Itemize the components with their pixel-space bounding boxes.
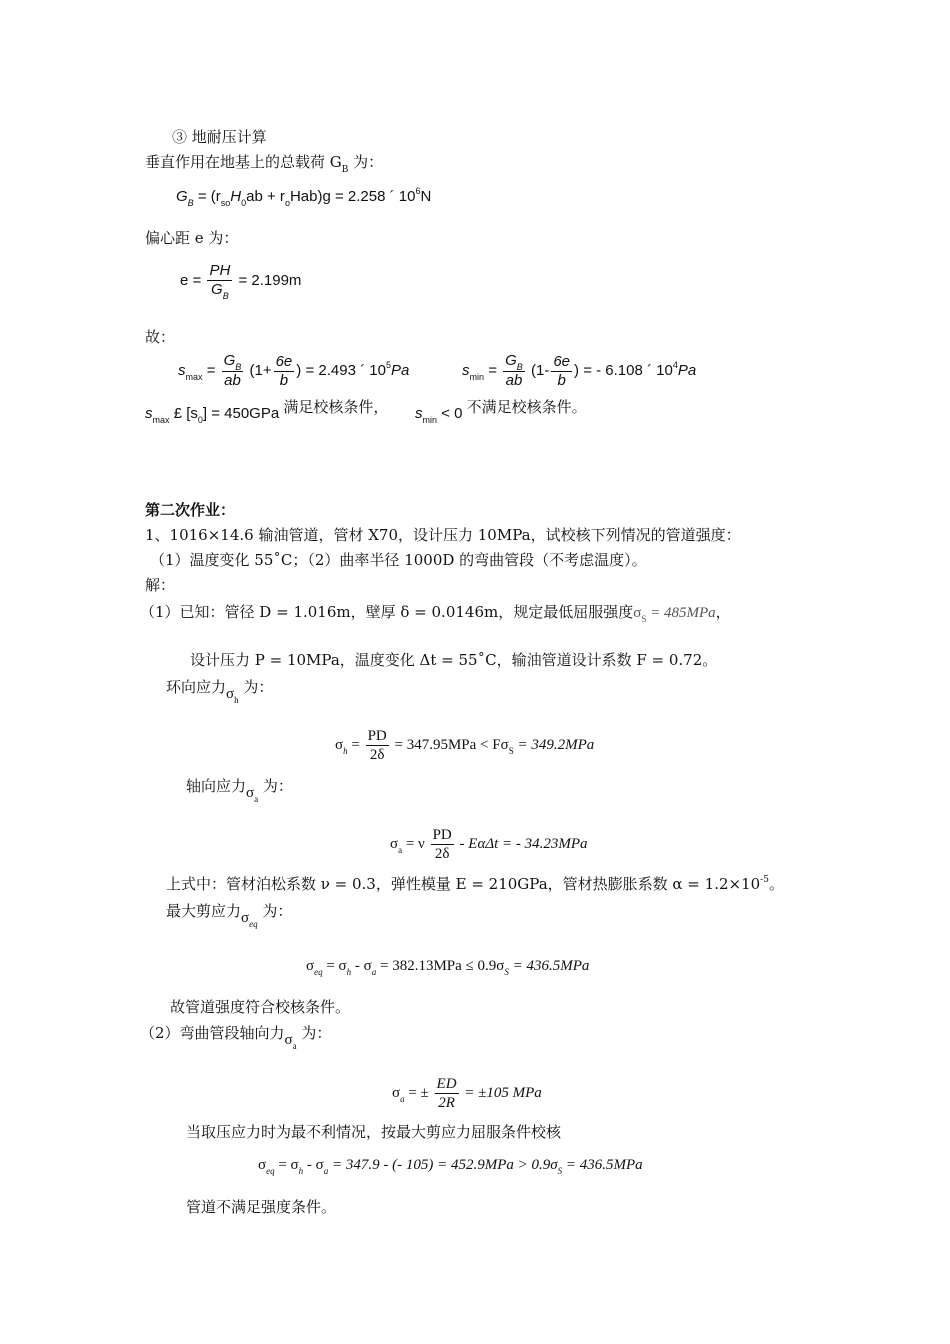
equation-shear: $\sigma_{eq} = \sigma_h - \sigma_a = 382.13MPa \le 0.9\sigma_S = 436.5MPa$	[306, 958, 590, 977]
section-heading: ③ 地耐压计算	[172, 128, 267, 146]
equation-axial: $\sigma_a = \nu$ $\frac{PD}{2\delta}$ - EαΔt = - 34.23MPa	[390, 827, 588, 862]
equation-hoop: $\sigma_h$ = $\frac{PD}{2\delta}$ = $347.95MPa < F\sigma_S = 349.2MPa$	[335, 728, 595, 763]
max-shear-label: 最大剪应力$\sigma_{eq}$ 为：	[166, 902, 293, 929]
equation-final: $\sigma_{eq} = \sigma_h - \sigma_a = 347.9$ - (- $105) = 452.9MPa > 0.9\sigma_S = 436.5MPa$	[258, 1157, 643, 1176]
equation-gb: $G_B = (r_{so}H_0ab + r_oHab)g = 2.258$ ´ $10^6N$	[176, 186, 432, 208]
known-values: （1）已知：管径 D = 1.016m，壁厚 δ = 0.0146m，规定最低屈服强度$\sigma_S = 485MPa$，	[140, 603, 731, 624]
equation-smax: $s_{max}$ = $\frac{G_B}{ab}$ (1+ $\frac{6e}{b}$ ) = 2.493 ´ $10^5Pa$	[178, 352, 410, 389]
hoop-stress-label: 环向应力$\sigma_h$ 为：	[166, 678, 274, 705]
load-intro: 垂直作用在地基上的总载荷 $G_B$ 为：	[145, 153, 384, 175]
equation-e: e = $\frac{PH}{G_B}$ = 2.199m	[180, 262, 302, 301]
conclusion-fail: 管道不满足强度条件。	[186, 1198, 337, 1216]
known-values-2: 设计压力 P = 10MPa，温度变化 Δt = 55˚C，输油管道设计系数 F = 0.72。	[190, 651, 718, 669]
question-1: 1、1016×14.6 输油管道，管材 X70，设计压力 10MPa，试校核下列情况的管道强度：	[145, 526, 741, 544]
assignment-title: 第二次作业：	[145, 501, 236, 519]
therefore-label: 故：	[145, 328, 176, 346]
axial-stress-label: 轴向应力$\sigma_a$ 为：	[186, 777, 293, 804]
equation-smin: $s_{min}$ = $\frac{G_B}{ab}$ (1- $\frac{6e}{b}$ ) = - 6.108 ´ $10^4Pa$	[462, 352, 697, 389]
solution-label: 解：	[145, 576, 176, 594]
check-smin: $s_{min} < 0$ 不满足校核条件。	[415, 398, 587, 425]
question-1-cases: （1）温度变化 55˚C；（2）曲率半径 1000D 的弯曲管段（不考虑温度）。	[150, 551, 647, 569]
material-params: 上式中：管材泊松系数 ν = 0.3，弹性模量 E = 210GPa，管材热膨胀系数 $\alpha = 1.2\times 10^{-5}$。	[166, 875, 784, 893]
equation-bending: $\sigma_a$ = ± $\frac{ED}{2R}$ = ±105 MPa	[392, 1076, 542, 1111]
conclusion-ok: 故管道强度符合校核条件。	[170, 998, 351, 1016]
check-smax: $s_{max}$ £ $[s_0] = 450GPa$ 满足校核条件，	[145, 398, 389, 425]
compression-note: 当取压应力时为最不利情况，按最大剪应力屈服条件校核	[186, 1123, 562, 1141]
eccentricity-intro: 偏心距 e 为：	[145, 229, 239, 247]
bending-axial-label: （2）弯曲管段轴向力$\sigma_a$ 为：	[140, 1024, 332, 1051]
